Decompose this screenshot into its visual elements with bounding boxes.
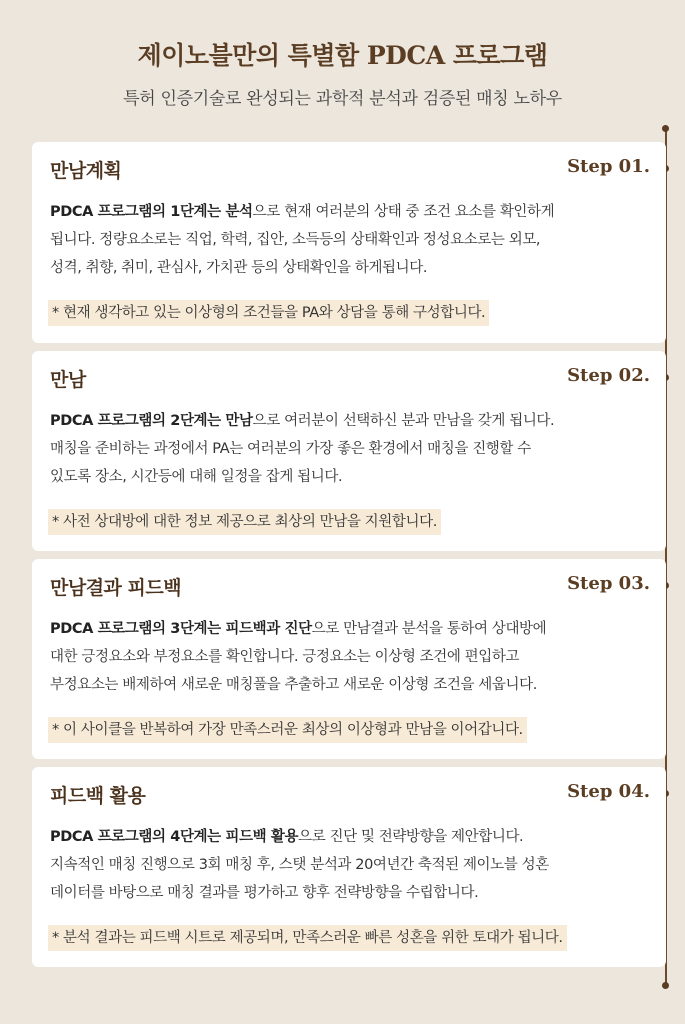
timeline-dot [662, 125, 669, 132]
step-line: 대한 긍정요소와 부정요소를 확인합니다. 긍정요소는 이상형 조건에 편입하고 [50, 649, 520, 665]
step-line: 있도록 장소, 시간등에 대해 일정을 잡게 됩니다. [50, 469, 343, 485]
step-line: 데이터를 바탕으로 매칭 결과를 평가하고 향후 전략방향을 수립합니다. [50, 885, 479, 901]
step-line: 으로 진단 및 전략방향을 제안합니다. [298, 829, 524, 845]
step-description [50, 615, 650, 699]
step-line: 으로 만남결과 분석을 통하여 상대방에 [311, 621, 547, 637]
step-line: 으로 여러분이 선택하신 분과 만남을 갖게 됩니다. [252, 413, 555, 429]
step-line: 됩니다. 정량요소로는 직업, 학력, 집안, 소득등의 상태확인과 정성요소로는 외모, [50, 232, 541, 248]
step-title: 만남계획 [50, 160, 122, 182]
step-highlight: PDCA 프로그램의 2단계는 만남 [50, 413, 253, 429]
step-card-4 [32, 767, 666, 967]
step-card-2 [32, 351, 666, 551]
step-highlight: PDCA 프로그램의 4단계는 피드백 활용 [50, 829, 299, 845]
step-card-3 [32, 559, 666, 759]
step-line: 부정요소는 배제하여 새로운 매칭풀을 추출하고 새로운 이상형 조건을 세웁니다. [50, 677, 537, 693]
step-line: 지속적인 매칭 진행으로 3회 매칭 후, 스탯 분석과 20여년간 축적된 제이노블 성혼 [50, 857, 549, 873]
step-line: 성격, 취향, 취미, 관심사, 가치관 등의 상태확인을 하게됩니다. [50, 260, 428, 276]
step-note: * 현재 생각하고 있는 이상형의 조건들을 PA와 상담을 통해 구성합니다. [48, 300, 489, 326]
step-number: Step 04. [567, 781, 650, 802]
step-title: 만남 [50, 369, 86, 391]
step-description [50, 823, 650, 907]
step-card-1 [32, 142, 666, 343]
page-title: 제이노블만의 특별함 PDCA 프로그램 [137, 41, 548, 70]
step-note: * 분석 결과는 피드백 시트로 제공되며, 만족스러운 빠른 성혼을 위한 토대가 됩니다. [48, 925, 567, 951]
step-line: 으로 현재 여러분의 상태 중 조건 요소를 확인하게 [252, 204, 555, 220]
step-number: Step 02. [567, 365, 650, 386]
step-note: * 이 사이클을 반복하여 가장 만족스러운 최상의 이상형과 만남을 이어갑니다. [48, 717, 527, 743]
step-description [50, 198, 650, 282]
step-note: * 사전 상대방에 대한 정보 제공으로 최상의 만남을 지원합니다. [48, 509, 441, 535]
step-number: Step 01. [567, 156, 650, 177]
step-highlight: PDCA 프로그램의 3단계는 피드백과 진단 [50, 621, 312, 637]
step-title: 만남결과 피드백 [50, 577, 182, 599]
step-line: 매칭을 준비하는 과정에서 PA는 여러분의 가장 좋은 환경에서 매칭을 진행할 수 [50, 441, 531, 457]
step-description [50, 407, 650, 491]
step-title: 피드백 활용 [50, 785, 146, 807]
timeline-dot [662, 982, 669, 989]
step-number: Step 03. [567, 573, 650, 594]
step-highlight: PDCA 프로그램의 1단계는 분석 [50, 204, 253, 220]
page-subtitle: 특허 인증기술로 완성되는 과학적 분석과 검증된 매칭 노하우 [123, 89, 562, 109]
